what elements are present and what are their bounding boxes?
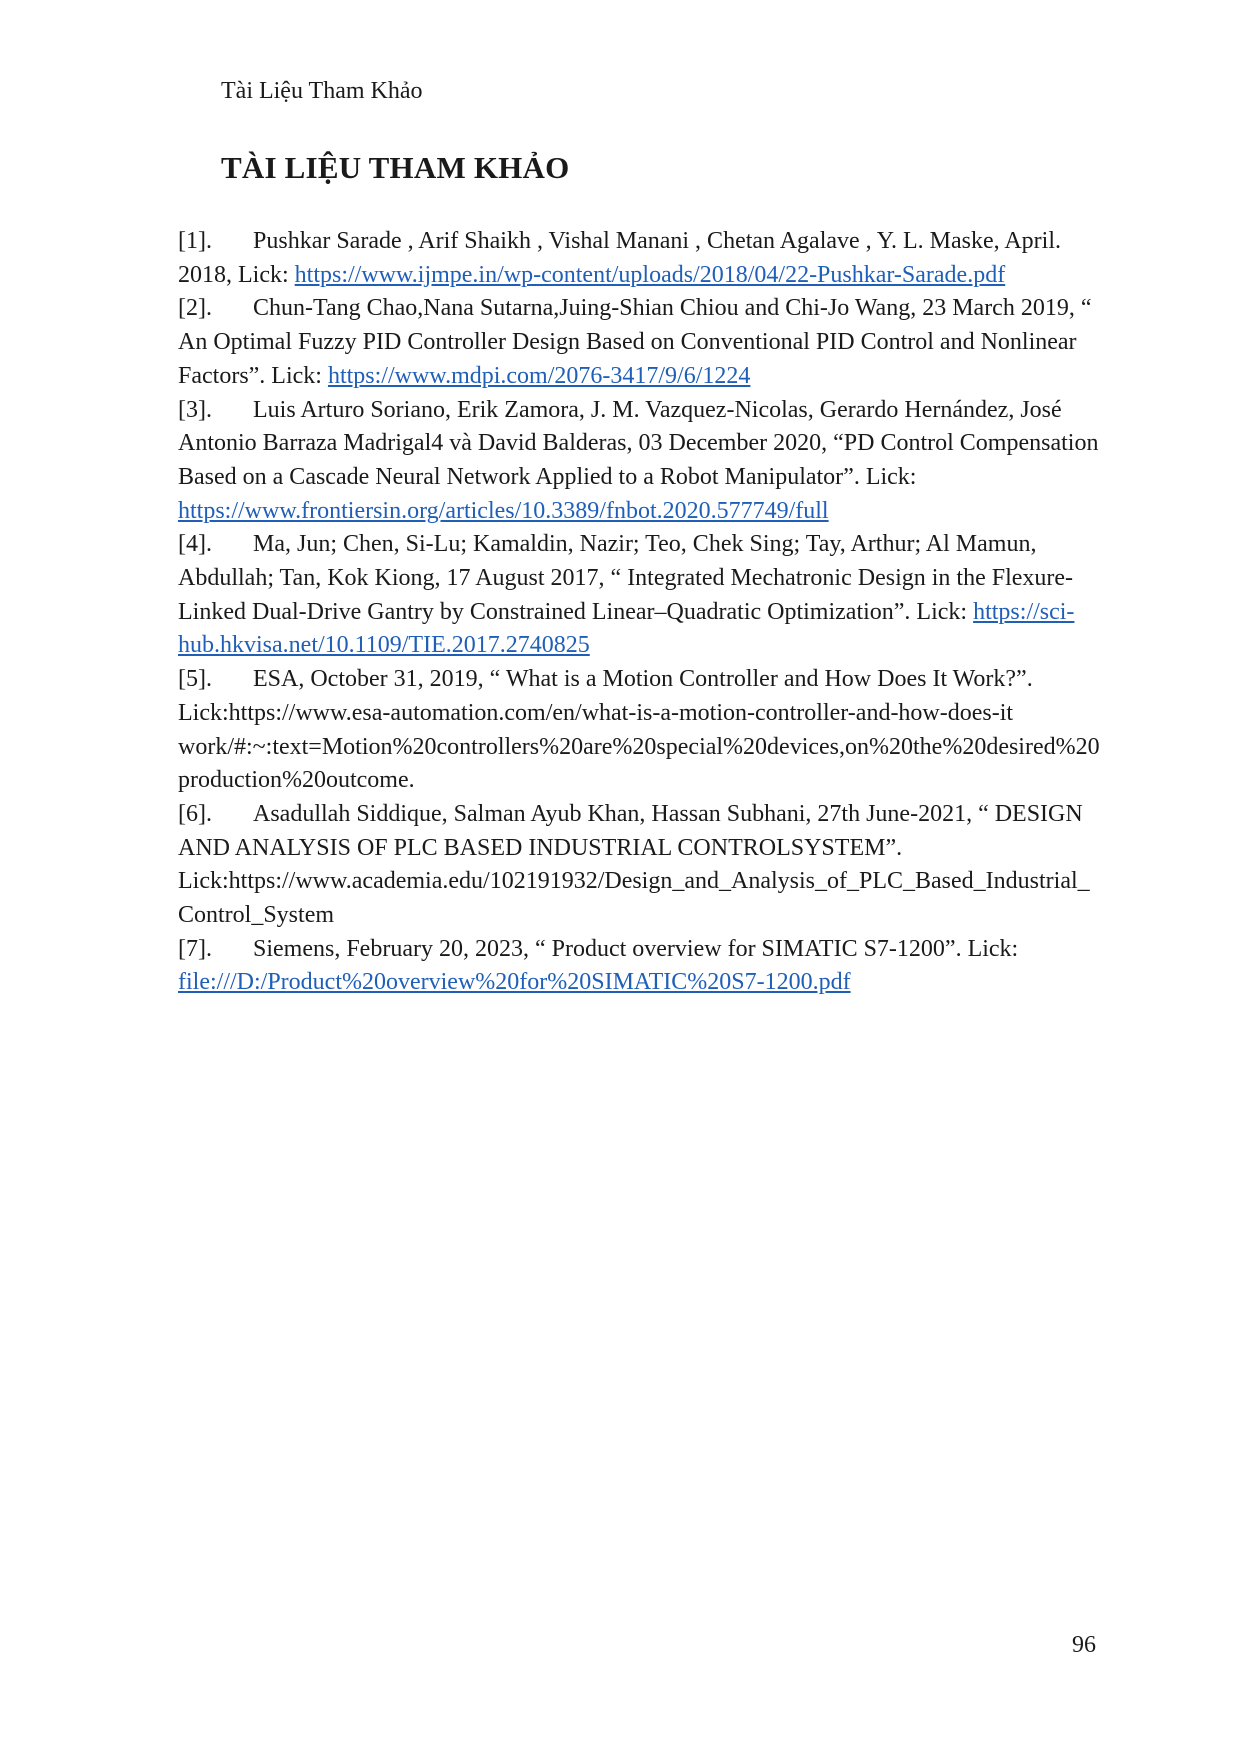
reference-item-6 — [178, 798, 1100, 933]
reference-number: [3]. — [178, 396, 212, 423]
reference-text: Luis Arturo Soriano, Erik Zamora, J. M. Vazquez-Nicolas, Gerardo Hernández, José Antonio Barraza Madrigal4 và David Balderas, 03 December 2020, “PD Control Compensation Based on a Cascade Neural Network Applied to a Robot Manipulator”. Lick: — [178, 396, 1099, 490]
page-title: TÀI LIỆU THAM KHẢO — [221, 150, 570, 185]
reference-item-3 — [178, 394, 1100, 529]
reference-link[interactable]: https://www.mdpi.com/2076-3417/9/6/1224 — [327, 362, 751, 389]
reference-url-text: https://www.esa-automation.com/en/what-is-a-motion-controller-and-how-does-it work/#:~:text=Motion%20controllers%20are%20special%20devices,on%20the%20desired%20production%20outcome. — [178, 699, 1100, 794]
reference-item-7 — [178, 933, 1100, 1000]
reference-number: [2]. — [178, 295, 212, 322]
reference-text: ESA, October 31, 2019, “ What is a Motion Controller and How Does It Work?”. Lick: — [178, 666, 1033, 726]
reference-list — [178, 225, 1100, 1000]
reference-link[interactable]: file:///D:/Product%20overview%20for%20SIMATIC%20S7-1200.pdf — [178, 969, 851, 996]
reference-text: Ma, Jun; Chen, Si-Lu; Kamaldin, Nazir; Teo, Chek Sing; Tay, Arthur; Al Mamun, Abdullah; Tan, Kok Kiong, 17 August 2017, “ Integrated Mechatronic Design in the Flexure-Linked Dual-Drive Gantry by Constrained Linear–Quadratic Optimization”. Lick: — [178, 531, 1074, 625]
reference-text: Pushkar Sarade , Arif Shaikh , Vishal Manani , Chetan Agalave , Y. L. Maske, April. 2018, Lick: — [178, 228, 1061, 288]
page-number: 96 — [1072, 1632, 1096, 1658]
reference-text: Asadullah Siddique, Salman Ayub Khan, Hassan Subhani, 27th June-2021, “ DESIGN AND ANALYSIS OF PLC BASED INDUSTRIAL CONTROLSYSTEM”. Lick: — [178, 800, 1083, 895]
reference-number: [4]. — [178, 531, 212, 558]
reference-item-2 — [178, 292, 1100, 393]
reference-number: [7]. — [178, 935, 212, 962]
reference-item-1 — [178, 225, 1100, 292]
reference-item-5 — [178, 663, 1100, 798]
reference-number: [6]. — [178, 800, 212, 827]
reference-link[interactable]: https://www.frontiersin.org/articles/10.3389/fnbot.2020.577749/full — [178, 497, 829, 524]
reference-link[interactable]: https://sci-hub.hkvisa.net/10.1109/TIE.2017.2740825 — [178, 598, 1075, 659]
reference-item-4 — [178, 528, 1100, 663]
reference-text: Chun-Tang Chao,Nana Sutarna,Juing-Shian Chiou and Chi-Jo Wang, 23 March 2019, “ An Optimal Fuzzy PID Controller Design Based on Conventional PID Control and Nonlinear Factors”. Lick: — [178, 295, 1092, 389]
reference-url-text: https://www.academia.edu/102191932/Design_and_Analysis_of_PLC_Based_Industrial_Control_System — [178, 868, 1090, 929]
running-header: Tài Liệu Tham Khảo — [221, 78, 423, 104]
reference-link[interactable]: https://www.ijmpe.in/wp-content/uploads/2018/04/22-Pushkar-Sarade.pdf — [294, 261, 1006, 288]
reference-number: [5]. — [178, 666, 212, 693]
reference-number: [1]. — [178, 228, 212, 254]
reference-text: Siemens, February 20, 2023, “ Product overview for SIMATIC S7-1200”. Lick: — [253, 935, 1019, 962]
